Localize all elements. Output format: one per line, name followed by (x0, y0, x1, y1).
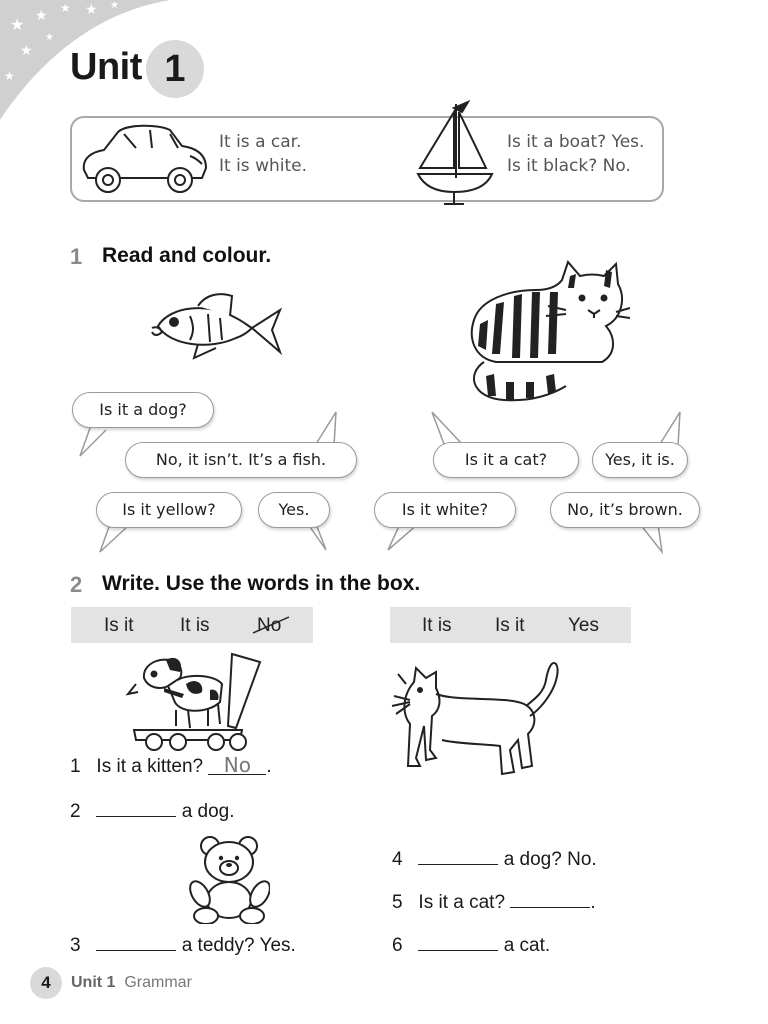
item-2-number: 2 (70, 801, 81, 822)
car-icon (78, 118, 214, 200)
item-2 (70, 800, 235, 823)
item-5-end: . (590, 892, 596, 913)
item-2-blank[interactable] (96, 800, 176, 817)
item-1 (70, 753, 272, 778)
word-it-is: It is (180, 615, 210, 636)
bubble-yes: Yes. (258, 492, 330, 528)
page-number: 4 (41, 973, 51, 992)
svg-text:★: ★ (85, 2, 98, 18)
svg-text:★: ★ (60, 1, 71, 15)
item-3 (70, 934, 296, 957)
word-box-right (390, 607, 631, 643)
item-1-number: 1 (70, 756, 81, 777)
word-box-left (71, 607, 313, 643)
toy-dog-icon (124, 650, 266, 756)
word-yes: Yes (568, 615, 599, 636)
grammar-car-line2: It is white. (219, 156, 307, 176)
exercise-2-title: Write. Use the words in the box. (102, 572, 421, 595)
item-6-blank[interactable] (418, 934, 498, 951)
word-is-it: Is it (104, 615, 134, 636)
grammar-car-line1: It is a car. (219, 132, 302, 152)
bubble-yes-it-is: Yes, it is. (592, 442, 688, 478)
bubble-is-it-yellow: Is it yellow? (96, 492, 242, 528)
item-2-text: a dog. (181, 801, 235, 822)
cat-icon (386, 654, 564, 794)
bubble-no-its-brown: No, it’s brown. (550, 492, 700, 528)
bubble-no-its-a-fish: No, it isn’t. It’s a fish. (125, 442, 357, 478)
svg-text:★: ★ (110, 0, 119, 11)
item-3-blank[interactable] (96, 934, 176, 951)
unit-title: Unit (70, 46, 142, 88)
bubble-is-it-a-cat: Is it a cat? (433, 442, 579, 478)
svg-text:★: ★ (10, 15, 25, 34)
exercise-2-number: 2 (70, 572, 83, 597)
word-no-crossed: No (257, 615, 282, 636)
footer-section: Grammar (124, 974, 192, 991)
footer-unit: Unit 1 (71, 974, 116, 991)
item-5-number: 5 (392, 892, 403, 913)
item-4-blank[interactable] (418, 848, 498, 865)
strike-through-mark (251, 613, 291, 637)
item-1-end: . (266, 756, 272, 777)
fish-icon (148, 292, 284, 362)
item-6-text: a cat. (503, 935, 551, 956)
sailboat-icon (414, 98, 496, 206)
item-6 (392, 934, 550, 957)
item-3-text: a teddy? Yes. (181, 935, 296, 956)
item-5-text: Is it a cat? (418, 892, 506, 913)
item-1-answer[interactable]: No (208, 756, 266, 775)
grammar-boat-line1: Is it a boat? Yes. (507, 132, 645, 152)
tabby-cat-icon (466, 258, 630, 408)
svg-text:★: ★ (4, 69, 15, 83)
item-3-number: 3 (70, 935, 81, 956)
word-it-is-2: It is (422, 615, 452, 636)
teddy-bear-icon (186, 834, 270, 924)
grammar-boat-line2: Is it black? No. (507, 156, 631, 176)
unit-number: 1 (164, 48, 186, 90)
item-4 (392, 848, 597, 871)
item-4-text: a dog? No. (503, 849, 597, 870)
word-is-it-2: Is it (495, 615, 525, 636)
svg-text:★: ★ (45, 32, 54, 43)
exercise-1-number: 1 (70, 244, 83, 269)
footer-label (71, 974, 192, 992)
svg-text:★: ★ (20, 43, 33, 59)
svg-text:★: ★ (35, 8, 48, 24)
exercise-1-title: Read and colour. (102, 244, 272, 267)
item-1-text: Is it a kitten? (96, 756, 204, 777)
bubble-is-it-a-dog: Is it a dog? (72, 392, 214, 428)
item-5 (392, 891, 596, 914)
bubble-is-it-white: Is it white? (374, 492, 516, 528)
item-5-blank[interactable] (510, 891, 590, 908)
item-6-number: 6 (392, 935, 403, 956)
item-4-number: 4 (392, 849, 403, 870)
